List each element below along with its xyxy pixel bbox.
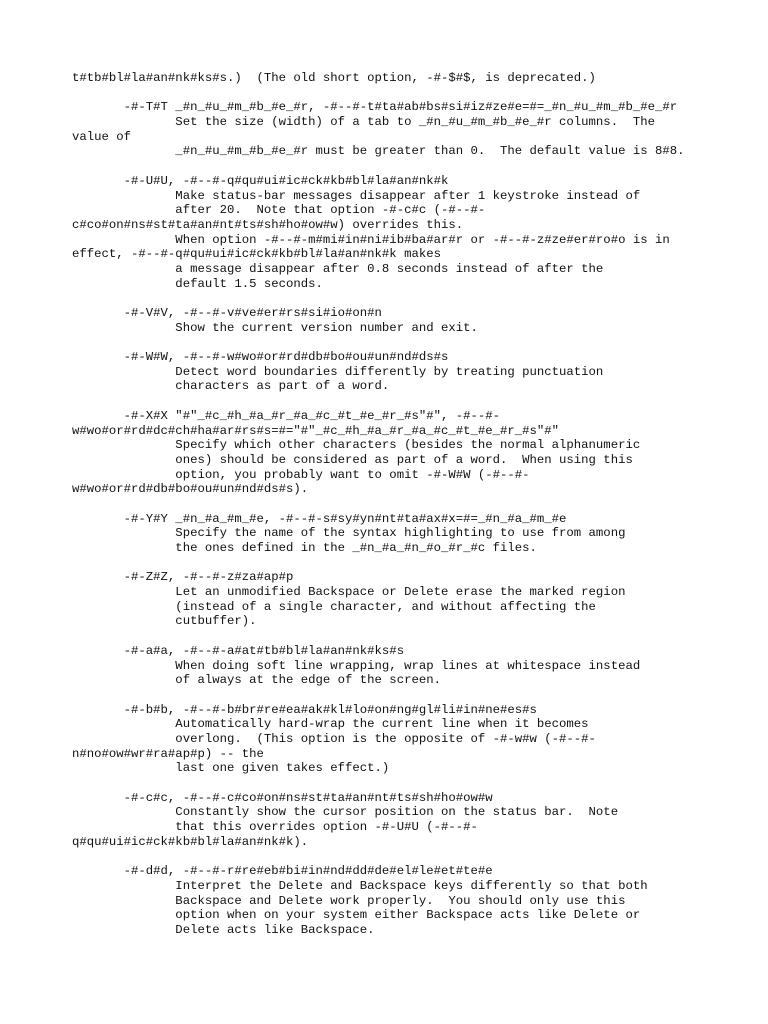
text-line: w#wo#or#rd#dc#ch#ha#ar#rs#s=#="#"_#c_#h_#a_#r_#a_#c_#t_#e_#r_#s"#"	[72, 423, 560, 438]
text-line: -#-Y#Y _#n_#a_#m_#e, -#--#-s#sy#yn#nt#ta#ax#x=#=_#n_#a_#m_#e	[72, 511, 567, 526]
text-line: option when on your system either Backspace acts like Delete or	[72, 908, 641, 923]
text-line: after 20. Note that option -#-c#c (-#--#-	[72, 203, 486, 218]
text-line: When doing soft line wrapping, wrap lines at whitespace instead	[72, 658, 641, 673]
text-line: Set the size (width) of a tab to _#n_#u_#m_#b_#e_#r columns. The	[72, 115, 655, 130]
text-line: Delete acts like Backspace.	[72, 922, 375, 937]
blank-line	[72, 629, 752, 644]
text-line: Let an unmodified Backspace or Delete erase the marked region	[72, 585, 626, 600]
text-line: -#-V#V, -#--#-v#ve#er#rs#si#io#on#n	[72, 306, 382, 320]
text-line: Interpret the Delete and Backspace keys differently so that both	[72, 878, 648, 893]
blank-line	[72, 86, 752, 101]
text-line: n#no#ow#wr#ra#ap#p) -- the	[72, 746, 264, 761]
text-line: overlong. (This option is the opposite of -#-w#w (-#--#-	[72, 731, 596, 746]
blank-line	[72, 335, 752, 350]
blank-line	[72, 394, 752, 409]
text-line: characters as part of a word.	[72, 379, 390, 394]
blank-line	[72, 849, 752, 864]
text-line: a message disappear after 0.8 seconds instead of after the	[72, 261, 604, 276]
text-line: Specify the name of the syntax highlighting to use from among	[72, 526, 626, 541]
blank-line	[72, 497, 752, 512]
blank-line	[72, 159, 752, 174]
text-line: Show the current version number and exit.	[72, 320, 478, 335]
text-line: w#wo#or#rd#db#bo#ou#un#nd#ds#s).	[72, 482, 309, 497]
text-line: last one given takes effect.)	[72, 761, 390, 776]
text-line: that this overrides option -#-U#U (-#--#-	[72, 820, 478, 835]
text-line: of always at the edge of the screen.	[72, 673, 441, 688]
text-line: Detect word boundaries differently by treating punctuation	[72, 364, 604, 379]
text-line: effect, -#--#-q#qu#ui#ic#ck#kb#bl#la#an#nk#k makes	[72, 247, 441, 262]
text-line: Backspace and Delete work properly. You should only use this	[72, 893, 626, 908]
text-line: -#-b#b, -#--#-b#br#re#ea#ak#kl#lo#on#ng#gl#li#in#ne#es#s	[72, 702, 537, 717]
text-line: _#n_#u_#m_#b_#e_#r must be greater than 0. The default value is 8#8.	[72, 144, 685, 159]
blank-line	[72, 291, 752, 306]
text-line: -#-W#W, -#--#-w#wo#or#rd#db#bo#ou#un#nd#ds#s	[72, 350, 449, 365]
text-line: t#tb#bl#la#an#nk#ks#s.) (The old short option, -#-$#$, is deprecated.)	[72, 71, 596, 85]
text-line: -#-Z#Z, -#--#-z#za#ap#p	[72, 570, 294, 585]
text-line: default 1.5 seconds.	[72, 276, 323, 291]
text-line: q#qu#ui#ic#ck#kb#bl#la#an#nk#k).	[72, 834, 309, 849]
text-line: ones) should be considered as part of a word. When using this	[72, 452, 633, 467]
text-line: -#-c#c, -#--#-c#co#on#ns#st#ta#an#nt#ts#sh#ho#ow#w	[72, 790, 493, 805]
text-line: -#-T#T _#n_#u_#m_#b_#e_#r, -#--#-t#ta#ab#bs#si#iz#ze#e=#=_#n_#u_#m_#b_#e_#r	[72, 100, 678, 115]
text-line: (instead of a single character, and without affecting the	[72, 599, 596, 614]
text-line: the ones defined in the _#n_#a_#n_#o_#r_#c files.	[72, 541, 537, 555]
blank-line	[72, 688, 752, 703]
blank-line	[72, 556, 752, 571]
text-line: Constantly show the cursor position on the status bar. Note	[72, 805, 619, 820]
text-line: -#-X#X "#"_#c_#h_#a_#r_#a_#c_#t_#e_#r_#s"#", -#--#-	[72, 408, 501, 423]
text-line: c#co#on#ns#st#ta#an#nt#ts#sh#ho#ow#w) overrides this.	[72, 217, 464, 232]
blank-line	[72, 776, 752, 791]
text-line: Make status-bar messages disappear after 1 keystroke instead of	[72, 188, 641, 203]
text-line: When option -#--#-m#mi#in#ni#ib#ba#ar#r or -#--#-z#ze#er#ro#o is in	[72, 232, 670, 247]
text-line: -#-d#d, -#--#-r#re#eb#bi#in#nd#dd#de#el#le#et#te#e	[72, 864, 493, 879]
text-line: option, you probably want to omit -#-W#W (-#--#-	[72, 467, 530, 482]
text-line: value of	[72, 129, 132, 144]
text-line: cutbuffer).	[72, 614, 257, 629]
man-page-text	[72, 71, 752, 938]
text-line: Automatically hard-wrap the current line when it becomes	[72, 717, 589, 732]
text-line: -#-a#a, -#--#-a#at#tb#bl#la#an#nk#ks#s	[72, 643, 405, 658]
text-line: -#-U#U, -#--#-q#qu#ui#ic#ck#kb#bl#la#an#nk#k	[72, 173, 449, 188]
text-line: Specify which other characters (besides the normal alphanumeric	[72, 438, 641, 453]
